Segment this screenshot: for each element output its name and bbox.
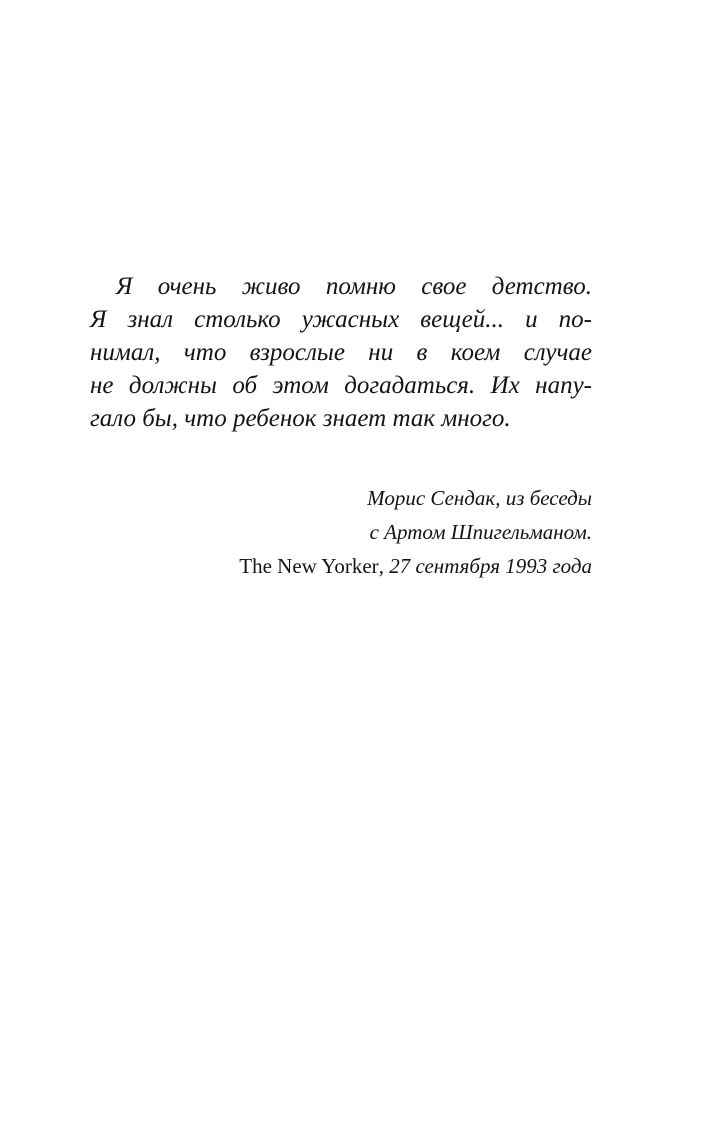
quote-line-1: Я очень живо помню свое детство. — [116, 273, 592, 300]
publication-name: The New Yorker — [239, 554, 379, 578]
epigraph-attribution — [90, 481, 592, 583]
epigraph-quote — [90, 270, 592, 435]
epigraph — [90, 270, 592, 583]
quote-line-3: нимал, что взрослые ни в коем случае — [90, 339, 592, 366]
attribution-author: Морис Сендак, из беседы — [367, 486, 592, 510]
quote-line-2: Я знал столько ужасных вещей... и по- — [90, 306, 592, 333]
attribution-source — [90, 549, 592, 583]
quote-line-4: не должны об этом догадаться. Их напу- — [90, 372, 592, 399]
publication-date: , 27 сентября 1993 года — [378, 554, 592, 578]
attribution-interviewer: с Артом Шпигельманом. — [369, 520, 592, 544]
quote-line-5: гало бы, что ребенок знает так много. — [90, 405, 511, 432]
